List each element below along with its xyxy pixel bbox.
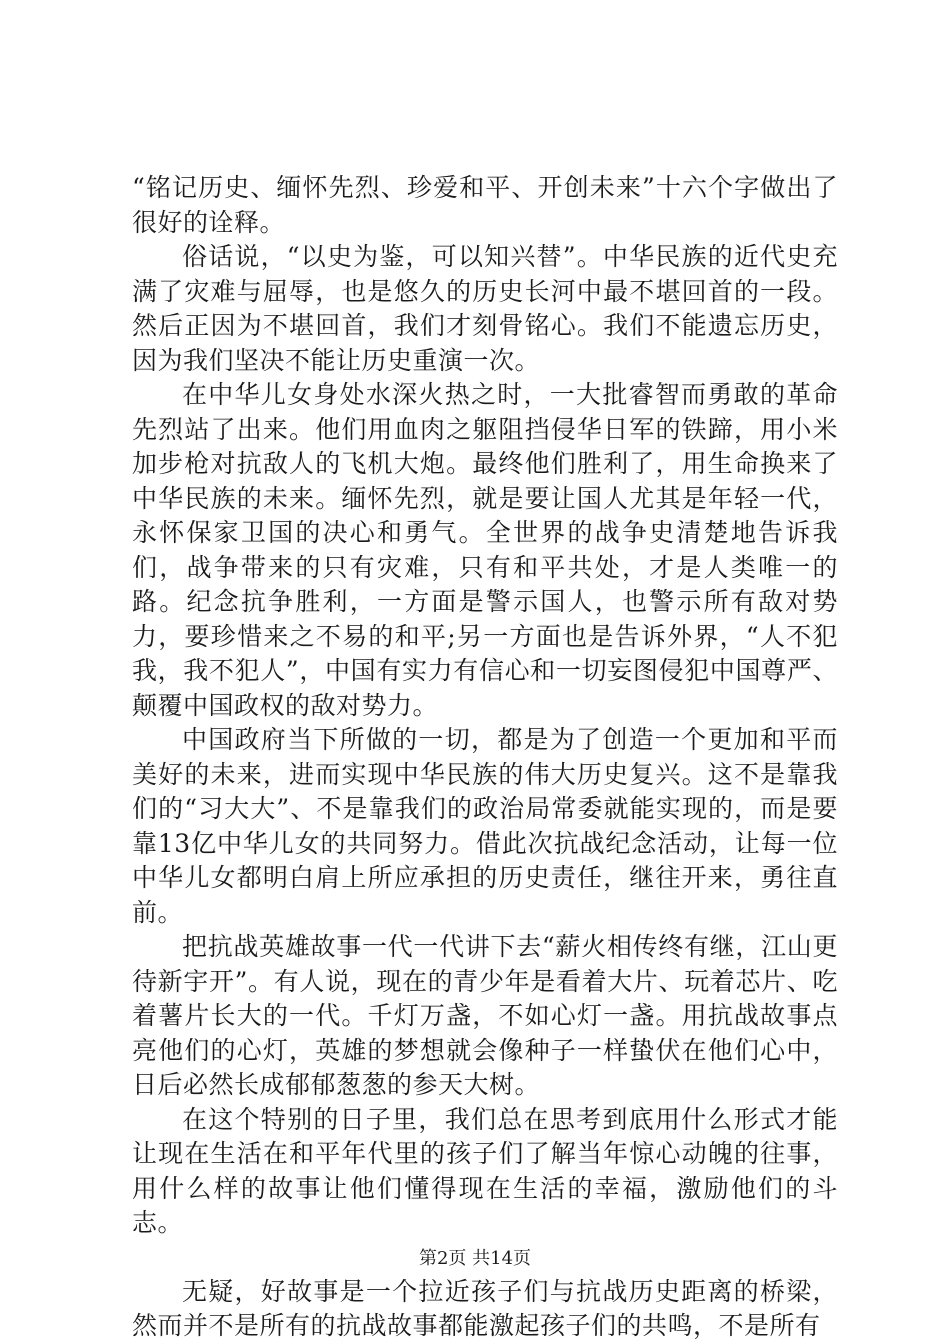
document-body: [132, 171, 838, 1344]
paragraph-6: 在这个特别的日子里，我们总在思考到底用什么形式才能让现在生活在和平年代里的孩子们了解当年惊心动魄的往事，用什么样的故事让他们懂得现在生活的幸福，激励他们的斗志。: [132, 1104, 838, 1237]
page-number-footer: 第2页 共14页: [418, 1248, 532, 1269]
paragraph-3: 在中华儿女身处水深火热之时，一大批睿智而勇敢的革命先烈站了出来。他们用血肉之躯阻挡侵华日军的铁蹄，用小米加步枪对抗敌人的飞机大炮。最终他们胜利了，用生命换来了中华民族的未来。缅怀先烈，就是要让国人尤其是年轻一代，永怀保家卫国的决心和勇气。全世界的战争史清楚地告诉我们，战争带来的只有灾难，只有和平共处，才是人类唯一的路。纪念抗争胜利，一方面是警示国人，也警示所有敌对势力，要珍惜来之不易的和平;另一方面也是告诉外界，“人不犯我，我不犯人”，中国有实力有信心和一切妄图侵犯中国尊严、颠覆中国政权的敌对势力。: [132, 380, 838, 720]
paragraph-4: 中国政府当下所做的一切，都是为了创造一个更加和平而美好的未来，进而实现中华民族的伟大历史复兴。这不是靠我们的“习大大”、不是靠我们的政治局常委就能实现的，而是要靠13亿中华儿女的共同努力。借此次抗战纪念活动，让每一位中华儿女都明白肩上所应承担的历史责任，继往开来，勇往直前。: [132, 725, 838, 927]
paragraph-2: 俗话说，“以史为鉴，可以知兴替”。中华民族的近代史充满了灾难与屈辱，也是悠久的历史长河中最不堪回首的一段。然后正因为不堪回首，我们才刻骨铭心。我们不能遗忘历史，因为我们坚决不能让历史重演一次。: [132, 242, 838, 375]
paragraph-7: 无疑，好故事是一个拉近孩子们与抗战历史距离的桥梁，然而并不是所有的抗战故事都能激起孩子们的共鸣，不是所有: [132, 1276, 838, 1340]
paragraph-5: 把抗战英雄故事一代一代讲下去“薪火相传终有继，江山更待新宇开”。有人说，现在的青少年是看着大片、玩着芯片、吃着薯片长大的一代。千灯万盏，不如心灯一盏。用抗战故事点亮他们的心灯，英雄的梦想就会像种子一样蛰伏在他们心中，日后必然长成郁郁葱葱的参天大树。: [132, 932, 838, 1099]
paragraph-1: “铭记历史、缅怀先烈、珍爱和平、开创未来”十六个字做出了很好的诠释。: [132, 173, 838, 237]
